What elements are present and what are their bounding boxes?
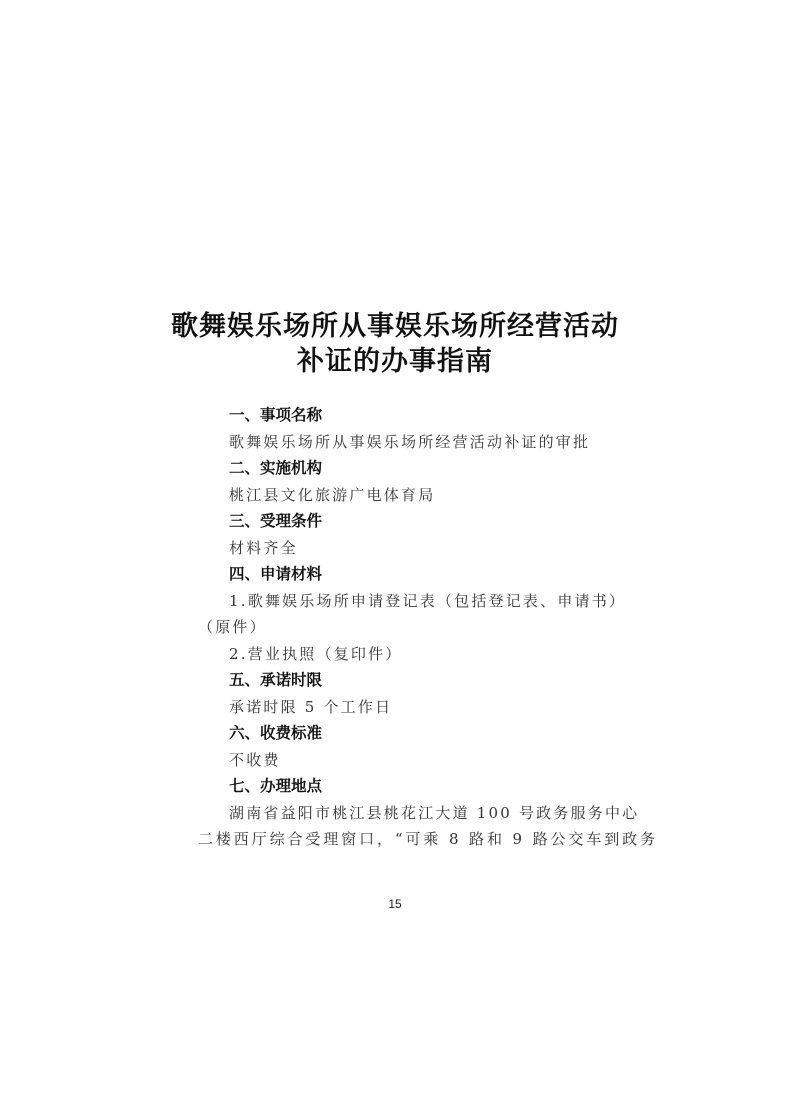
section-text-location-line-2: 二楼西厅综合受理窗口，“可乘 8 路和 9 路公交车到政务 <box>198 830 658 848</box>
page-number: 15 <box>388 897 402 911</box>
materials-item-1-line-2: （原件） <box>198 618 267 636</box>
materials-item-2: 2.营业执照（复印件） <box>229 644 403 663</box>
section-heading-agency: 二、实施机构 <box>229 459 323 477</box>
section-heading-conditions: 三、受理条件 <box>229 512 323 530</box>
document-title-line-2: 补证的办事指南 <box>297 346 493 377</box>
section-text-time-limit: 承诺时限 5 个工作日 <box>229 697 393 716</box>
section-text-item-name: 歌舞娱乐场所从事娱乐场所经营活动补证的审批 <box>229 432 591 451</box>
document-title-line-1: 歌舞娱乐场所从事娱乐场所经营活动 <box>171 311 619 342</box>
section-text-fees: 不收费 <box>229 750 281 769</box>
section-heading-materials: 四、申请材料 <box>229 565 323 583</box>
section-text-conditions: 材料齐全 <box>229 538 298 557</box>
section-text-agency: 桃江县文化旅游广电体育局 <box>229 485 436 504</box>
materials-item-1-line-1: 1.歌舞娱乐场所申请登记表（包括登记表、申请书） <box>229 591 627 610</box>
section-heading-fees: 六、收费标准 <box>229 724 323 742</box>
section-text-location-line-1: 湖南省益阳市桃江县桃花江大道 100 号政务服务中心 <box>229 803 640 822</box>
section-heading-item-name: 一、事项名称 <box>229 406 323 424</box>
section-heading-location: 七、办理地点 <box>229 777 323 795</box>
section-heading-time-limit: 五、承诺时限 <box>229 671 323 689</box>
document-body <box>198 402 658 853</box>
